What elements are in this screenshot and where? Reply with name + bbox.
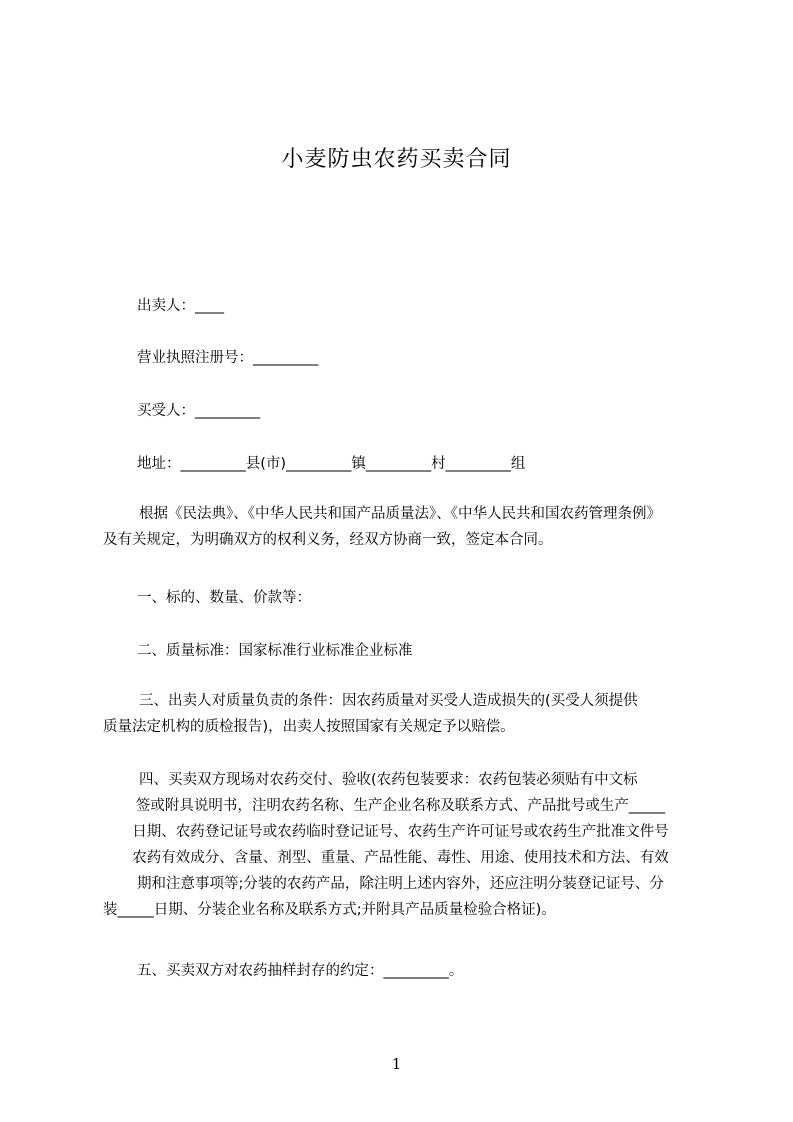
page-number: 1	[391, 1055, 402, 1073]
clause-4-line-2: 签或附具说明书，注明农药名称、生产企业名称及联系方式、产品批号或生产_____	[135, 798, 666, 814]
address-line: 地址：_________县(市)_________镇_________村_________组	[137, 456, 526, 472]
intro-line-1: 根据《民法典》、《中华人民共和国产品质量法》、《中华人民共和国农药管理条例》	[139, 506, 661, 522]
license-line: 营业执照注册号：_________	[137, 350, 319, 366]
clause-3-paragraph	[103, 688, 698, 740]
clause-4-line-6: 装_____日期、分装企业名称及联系方式;并附具产品质量检验合格证)。	[103, 902, 556, 918]
clause-4-paragraph	[103, 767, 698, 923]
intro-paragraph	[103, 501, 698, 553]
clause-4-line-3: 日期、农药登记证号或农药临时登记证号、农药生产许可证号或农药生产批准文件号	[132, 824, 669, 840]
clause-4-line-4: 农药有效成分、含量、剂型、重量、产品性能、毒性、用途、使用技术和方法、有效	[132, 850, 669, 866]
clause-5: 五、买卖双方对农药抽样封存的约定：_________。	[137, 963, 464, 979]
contract-title: 小麦防虫农药买卖合同	[281, 147, 512, 172]
clause-1: 一、标的、数量、价款等：	[137, 590, 311, 606]
clause-3-line-1: 三、出卖人对质量负责的条件：因农药质量对买受人造成损失的(买受人须提供	[139, 693, 638, 709]
buyer-line: 买受人：_________	[137, 403, 261, 419]
clause-4-line-1: 四、买卖双方现场对农药交付、验收(农药包装要求：农药包装必须贴有中文标	[139, 772, 638, 788]
intro-line-2: 及有关规定，为明确双方的权利义务，经双方协商一致，签定本合同。	[103, 532, 553, 548]
seller-line: 出卖人：____	[137, 298, 224, 314]
clause-4-line-5: 期和注意事项等;分装的农药产品，除注明上述内容外，还应注明分装登记证号、分	[137, 876, 664, 892]
clause-2: 二、质量标准：国家标准行业标准企业标准	[137, 643, 413, 659]
clause-3-line-2: 质量法定机构的质检报告)，出卖人按照国家有关规定予以赔偿。	[103, 719, 515, 735]
